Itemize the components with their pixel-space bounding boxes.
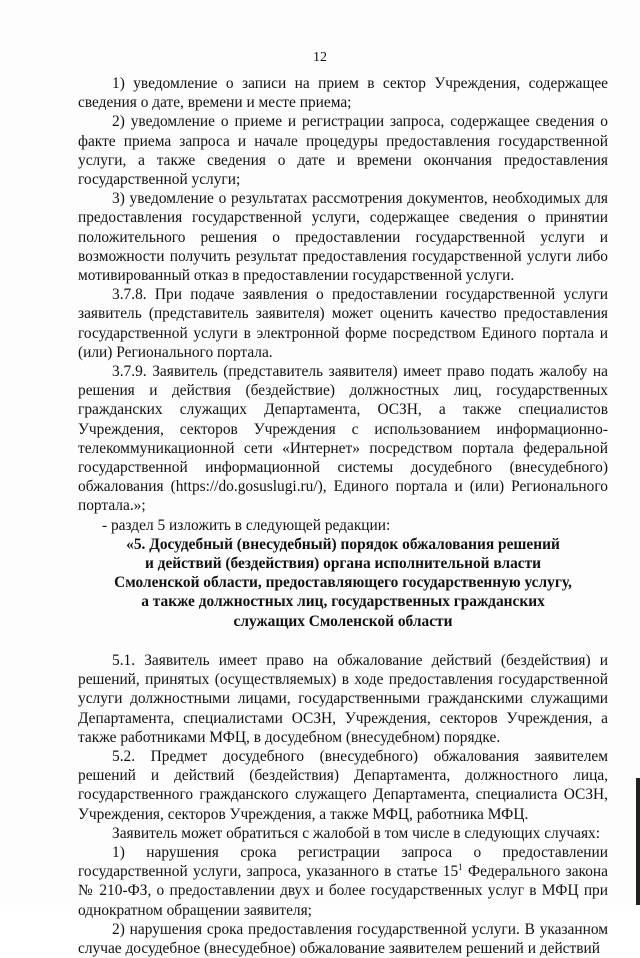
list-item-1 [78,843,608,920]
list-item-1-text-cont: Федерального закона № 210-ФЗ, о предоставлении двух и более государственных услуг в МФЦ при однократном обращении заявителя; [78,863,608,919]
list-item-1-text: 1) нарушения срока регистрации запроса о предоставлении государственной услуги, запроса, указанного в статье 15 [78,843,608,881]
heading-line: Смоленской области, предоставляющего государственную услугу, [114,574,572,592]
heading-line: «5. Досудебный (внесудебный) порядок обжалования решений [126,535,560,553]
list-item-2: 2) нарушения срока предоставления государственной услуги. В указанном случае досудебное (внесудебное) обжалование заявителем решений и действий [78,920,608,957]
heading-line: и действий (бездействия) органа исполнительной власти [144,555,542,573]
paragraph-notice-appointment: 1) уведомление о записи на прием в сектор Учреждения, содержащее сведения о дате, времени и месте приема; [78,75,608,112]
document-body [78,74,608,958]
paragraph-5-2: 5.2. Предмет досудебного (внесудебного) обжалования заявителем решений и действий (бездействия) Департамента, должностного лица, государственного гражданского служащего Департамента, специалиста ОСЗН, Учреждения, секторов Учреждения, а также МФЦ, работника МФЦ. [78,747,608,823]
heading-line: а также должностных лиц, государственных гражданских [141,593,545,611]
section-5-heading [78,535,608,631]
paragraph-3-7-8: 3.7.8. При подаче заявления о предоставлении государственной услуги заявитель (представитель заявителя) может оценить качество предоставления государственной услуги в электронной форме посредством Единого портала и (или) Регионального портала. [78,286,608,361]
paragraph-notice-registration: 2) уведомление о приеме и регистрации запроса, содержащее сведения о факте приема запроса и начале процедуры предоставления государственной услуги, а также сведения о дате и времени окончания предоставления государственной услуги; [78,113,608,189]
dash-item-section-5: - раздел 5 изложить в следующей редакции: [102,516,391,534]
page-number: 12 [313,50,327,65]
heading-line: служащих Смоленской области [233,612,453,630]
paragraph-notice-results: 3) уведомление о результатах рассмотрения документов, необходимых для предоставления государственной услуги, содержащее сведения о принятии положительного решения о предоставлении государственной услуги и возможности получить результат предоставления государственной услуги либо мотивированный отказ в предоставлении государственной услуги. [78,190,608,285]
paragraph-complaint-cases: Заявитель может обратиться с жалобой в том числе в следующих случаях: [112,824,601,842]
paragraph-5-1: 5.1. Заявитель имеет право на обжалование действий (бездействия) и решений, принятых (осуществляемых) в ходе предоставления государственной услуги должностными лицами, государственными гражданскими служащими Департамента, специалистами ОСЗН, Учреждения, секторов Учреждения, а также работниками МФЦ, в досудебном (внесудебном) порядке. [78,651,608,746]
paragraph-3-7-9: 3.7.9. Заявитель (представитель заявителя) имеет право подать жалобу на решения и действия (бездействие) должностных лиц, государственных гражданских служащих Департамента, ОСЗН, а также специалистов Учреждения, секторов Учреждения с использованием информационно-телекоммуникационной сети «Интернет» посредством портала федеральной государственной информационной системы досудебного (внесудебного) обжалования (https://do.gosuslugi.ru/), Единого портала и (или) Регионального портала.»; [78,363,608,515]
scan-edge-mark [636,778,640,905]
superscript: 1 [458,862,463,872]
